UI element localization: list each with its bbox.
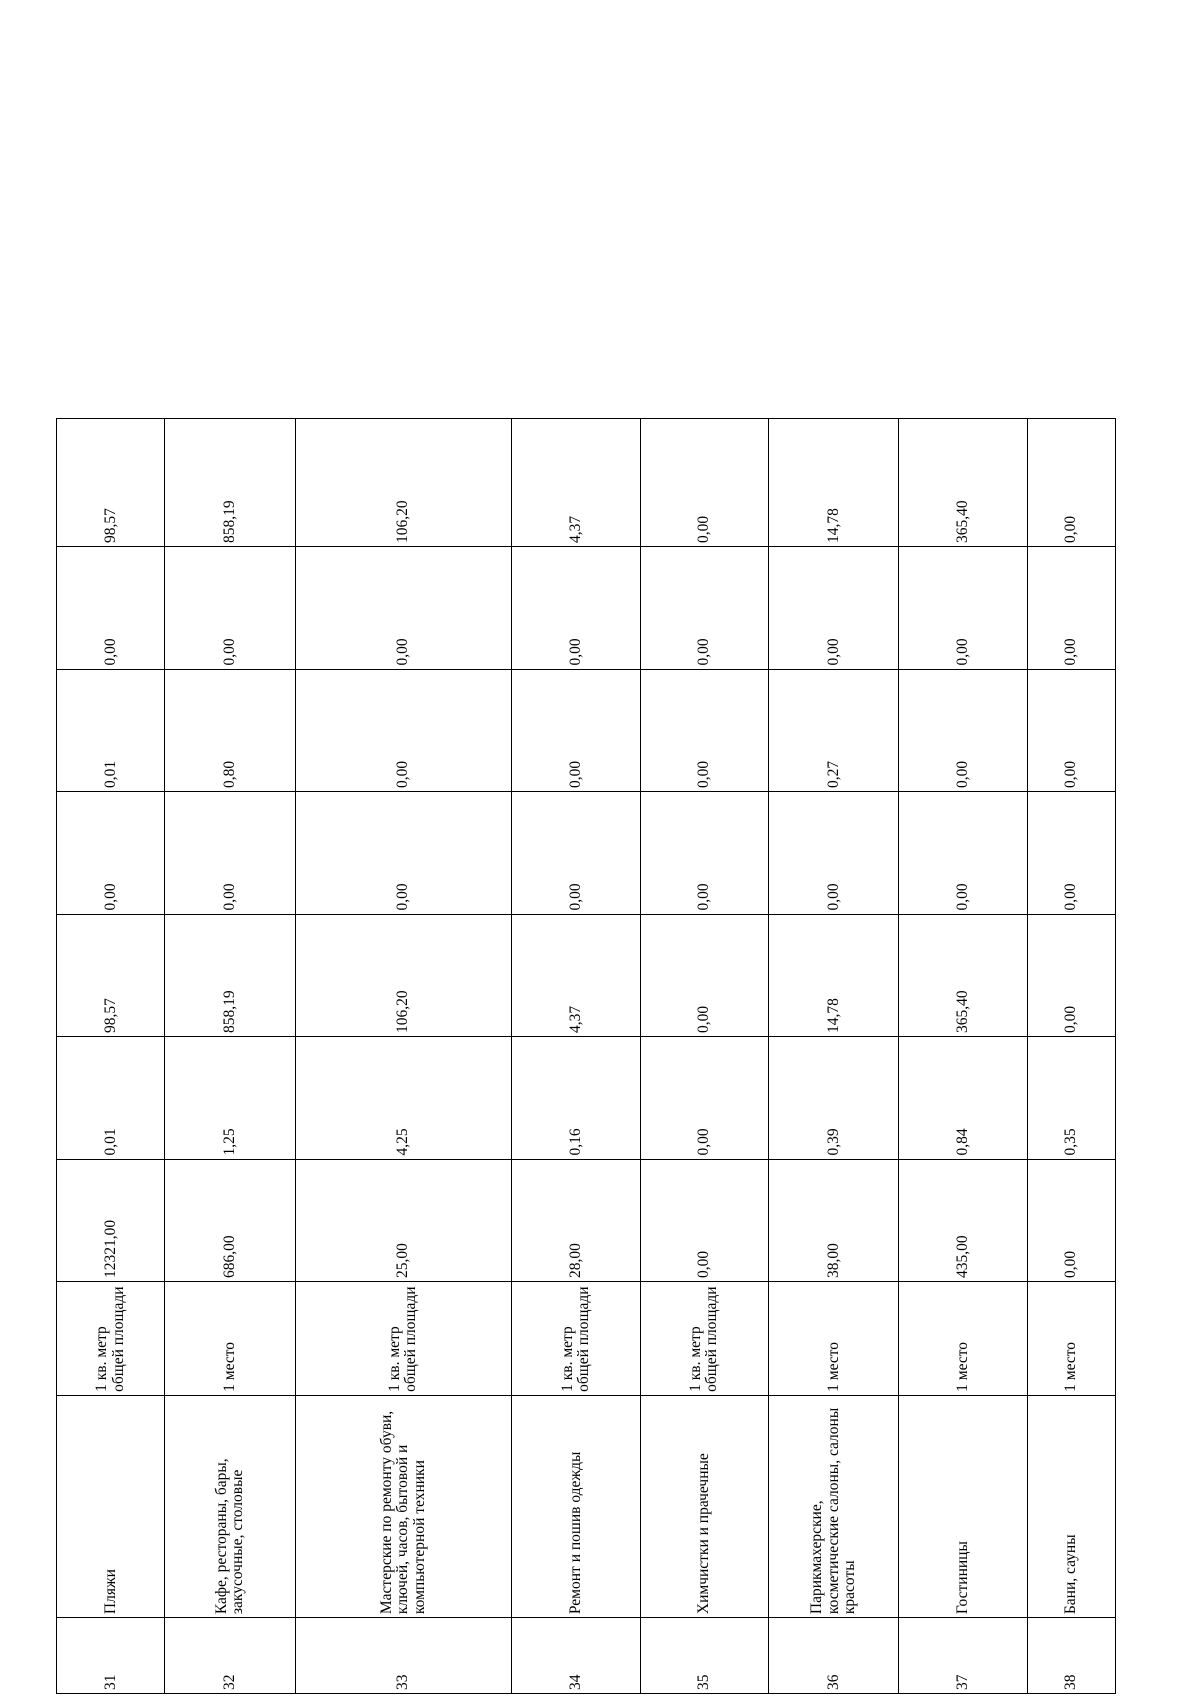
value-cell-2: 4,25: [295, 1037, 512, 1160]
value-cell-2: 1,25: [165, 1037, 295, 1160]
category-name-cell: Кафе, рестораны, бары, закусочные, столовые: [165, 1395, 295, 1617]
table-row: [57, 419, 165, 1694]
value-cell-5: 0,00: [295, 669, 512, 792]
value-cell-7: 858,19: [165, 419, 295, 547]
row-number-cell: 32: [165, 1618, 295, 1694]
value-cell-3: 0,00: [1027, 914, 1115, 1037]
value-cell-7: 4,37: [512, 419, 640, 547]
value-cell-3: 14,78: [768, 914, 898, 1037]
value-cell-7: 0,00: [640, 419, 768, 547]
value-cell-7: 14,78: [768, 419, 898, 547]
value-cell-5: 0,27: [768, 669, 898, 792]
value-cell-6: 0,00: [899, 547, 1027, 670]
value-cell-2: 0,16: [512, 1037, 640, 1160]
value-cell-4: 0,00: [295, 792, 512, 915]
value-cell-6: 0,00: [768, 547, 898, 670]
waste-norms-table: [56, 418, 1116, 1694]
value-cell-6: 0,00: [640, 547, 768, 670]
value-cell-6: 0,00: [165, 547, 295, 670]
value-cell-4: 0,00: [165, 792, 295, 915]
table-row: [165, 419, 295, 1694]
value-cell-1: 38,00: [768, 1159, 898, 1282]
category-name-cell: Бани, сауны: [1027, 1395, 1115, 1617]
value-cell-1: 28,00: [512, 1159, 640, 1282]
value-cell-2: 0,01: [57, 1037, 165, 1160]
value-cell-1: 0,00: [1027, 1159, 1115, 1282]
unit-cell: 1 кв. метр общей площади: [640, 1282, 768, 1396]
unit-cell: 1 место: [768, 1282, 898, 1396]
value-cell-3: 106,20: [295, 914, 512, 1037]
table-row: [899, 419, 1027, 1694]
value-cell-4: 0,00: [1027, 792, 1115, 915]
value-cell-2: 0,00: [640, 1037, 768, 1160]
value-cell-3: 98,57: [57, 914, 165, 1037]
unit-cell: 1 кв. метр общей площади: [295, 1282, 512, 1396]
table-body: [57, 419, 1116, 1694]
row-number-cell: 31: [57, 1618, 165, 1694]
table-row: [768, 419, 898, 1694]
row-number-cell: 36: [768, 1618, 898, 1694]
unit-cell: 1 место: [1027, 1282, 1115, 1396]
value-cell-2: 0,35: [1027, 1037, 1115, 1160]
unit-cell: 1 кв. метр общей площади: [512, 1282, 640, 1396]
value-cell-4: 0,00: [57, 792, 165, 915]
page-table-rotated: [56, 418, 1116, 1694]
row-number-cell: 37: [899, 1618, 1027, 1694]
value-cell-5: 0,00: [512, 669, 640, 792]
value-cell-5: 0,00: [1027, 669, 1115, 792]
value-cell-7: 0,00: [1027, 419, 1115, 547]
value-cell-5: 0,00: [899, 669, 1027, 792]
value-cell-3: 365,40: [899, 914, 1027, 1037]
category-name-cell: Мастерские по ремонту обуви, ключей, часов, бытовой и компьютерной техники: [295, 1395, 512, 1617]
unit-cell: 1 кв. метр общей площади: [57, 1282, 165, 1396]
value-cell-5: 0,00: [640, 669, 768, 792]
table-row: [640, 419, 768, 1694]
row-number-cell: 38: [1027, 1618, 1115, 1694]
value-cell-4: 0,00: [768, 792, 898, 915]
value-cell-2: 0,84: [899, 1037, 1027, 1160]
row-number-cell: 33: [295, 1618, 512, 1694]
row-number-cell: 34: [512, 1618, 640, 1694]
category-name-cell: Химчистки и прачечные: [640, 1395, 768, 1617]
value-cell-2: 0,39: [768, 1037, 898, 1160]
value-cell-6: 0,00: [512, 547, 640, 670]
value-cell-3: 0,00: [640, 914, 768, 1037]
value-cell-7: 106,20: [295, 419, 512, 547]
value-cell-5: 0,01: [57, 669, 165, 792]
value-cell-1: 12321,00: [57, 1159, 165, 1282]
value-cell-1: 686,00: [165, 1159, 295, 1282]
category-name-cell: Ремонт и пошив одежды: [512, 1395, 640, 1617]
unit-cell: 1 место: [899, 1282, 1027, 1396]
value-cell-4: 0,00: [899, 792, 1027, 915]
value-cell-5: 0,80: [165, 669, 295, 792]
table-row: [1027, 419, 1115, 1694]
value-cell-6: 0,00: [57, 547, 165, 670]
value-cell-3: 858,19: [165, 914, 295, 1037]
value-cell-7: 365,40: [899, 419, 1027, 547]
value-cell-6: 0,00: [295, 547, 512, 670]
category-name-cell: Пляжи: [57, 1395, 165, 1617]
category-name-cell: Парикмахерские, косметические салоны, салоны красоты: [768, 1395, 898, 1617]
value-cell-1: 25,00: [295, 1159, 512, 1282]
table-row: [512, 419, 640, 1694]
row-number-cell: 35: [640, 1618, 768, 1694]
table-row: [295, 419, 512, 1694]
value-cell-1: 435,00: [899, 1159, 1027, 1282]
value-cell-6: 0,00: [1027, 547, 1115, 670]
value-cell-1: 0,00: [640, 1159, 768, 1282]
value-cell-7: 98,57: [57, 419, 165, 547]
value-cell-4: 0,00: [640, 792, 768, 915]
unit-cell: 1 место: [165, 1282, 295, 1396]
value-cell-4: 0,00: [512, 792, 640, 915]
value-cell-3: 4,37: [512, 914, 640, 1037]
category-name-cell: Гостиницы: [899, 1395, 1027, 1617]
